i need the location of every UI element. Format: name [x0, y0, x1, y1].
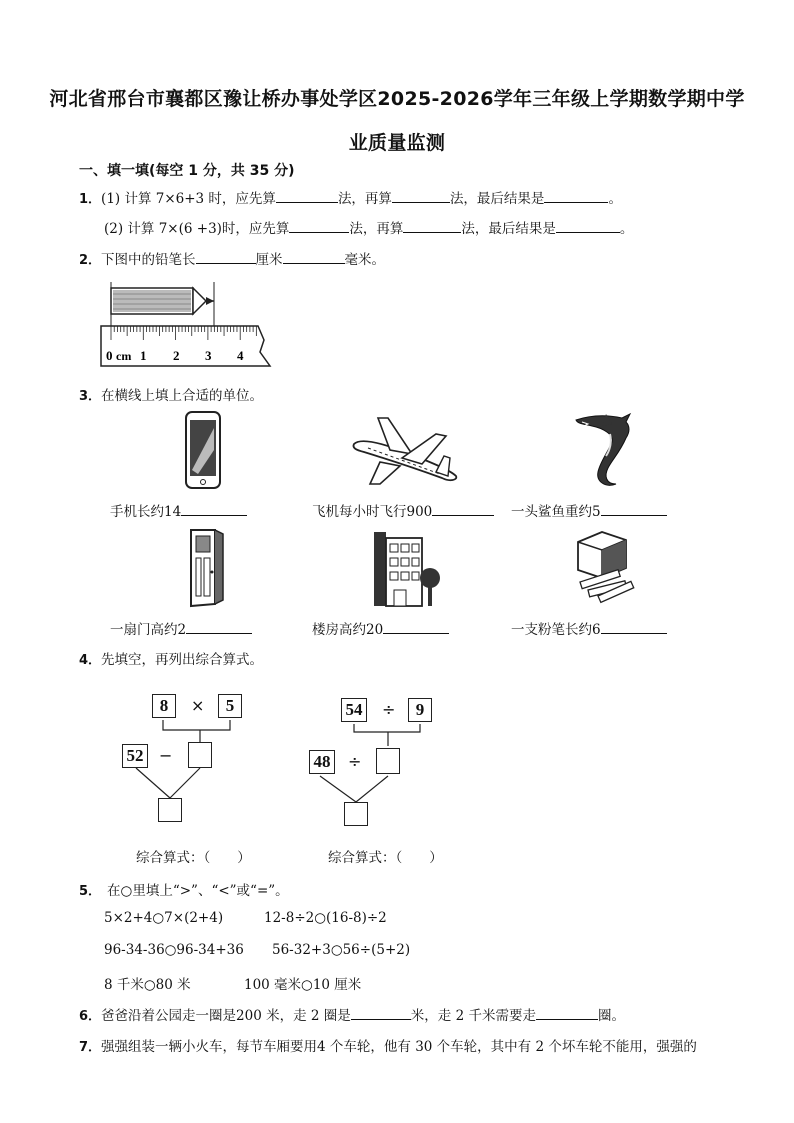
list-item: 一扇门高约2: [110, 618, 252, 638]
question-5: 5． 在○里填上“>”、“<”或“=”。: [79, 883, 289, 899]
answer-blank[interactable]: [383, 619, 449, 634]
list-item: 一支粉笔长约6: [511, 618, 667, 638]
question-1-part-2: (2) 计算 7×(6 +3)时，应先算 法，再算 法，最后结果是 。: [104, 217, 633, 237]
compare-item[interactable]: 96-34-36○96-34+36: [104, 942, 244, 958]
list-item: 一头鲨鱼重约5: [511, 500, 667, 520]
question-number: 2．: [79, 253, 102, 268]
operator: ÷: [348, 752, 362, 771]
phone-icon: [184, 410, 224, 490]
question-number: 6．: [79, 1009, 102, 1024]
question-2: 2．下图中的铅笔长 厘米 毫米。: [79, 248, 385, 268]
answer-box[interactable]: [344, 802, 368, 826]
question-7: 7．强强组装一辆小火车，每节车厢要用4 个车轮，他有 30 个车轮，其中有 2 个坏车轮不能用，强强的: [79, 1039, 697, 1055]
question-number: 7．: [79, 1040, 102, 1055]
question-3: 3．在横线上填上合适的单位。: [79, 388, 264, 404]
compare-item[interactable]: 8 千米○80 米: [104, 977, 191, 993]
page-title: 河北省邢台市襄都区豫让桥办事处学区2025-2026学年三年级上学期数学期中学: [49, 88, 745, 110]
ruler-tick-label: 3: [205, 348, 212, 363]
answer-box[interactable]: [158, 798, 182, 822]
operator: ×: [191, 696, 205, 715]
answer-blank[interactable]: [392, 188, 450, 203]
list-item: 飞机每小时飞行900: [312, 500, 494, 520]
ruler-zero-label: 0: [106, 348, 113, 363]
building-icon: [370, 528, 442, 608]
answer-blank[interactable]: [276, 188, 338, 203]
list-item: 楼房高约20: [312, 618, 449, 638]
formula-label: 综合算式：（ ）: [328, 850, 443, 866]
number-box: 8: [152, 694, 176, 718]
question-number: 3．: [79, 389, 102, 404]
list-item: 手机长约14: [110, 500, 247, 520]
question-6: 6．爸爸沿着公园走一圈是200 米，走 2 圈是 米，走 2 千米需要走 圈。: [79, 1004, 625, 1024]
answer-box[interactable]: [188, 742, 212, 768]
answer-blank[interactable]: [351, 1005, 411, 1020]
answer-blank[interactable]: [544, 188, 608, 203]
answer-blank[interactable]: [601, 619, 667, 634]
ruler-tick-label: 4: [237, 348, 244, 363]
compare-item[interactable]: 100 毫米○10 厘米: [244, 977, 362, 993]
page-title-continued: 业质量监测: [348, 132, 446, 154]
answer-blank[interactable]: [432, 501, 494, 516]
answer-blank[interactable]: [601, 501, 667, 516]
airplane-icon: [350, 414, 462, 490]
answer-blank[interactable]: [403, 218, 461, 233]
pencil-ruler-figure: [98, 280, 278, 370]
answer-blank[interactable]: [283, 249, 345, 264]
answer-blank[interactable]: [181, 501, 247, 516]
number-box: 54: [341, 698, 367, 722]
operator: −: [159, 746, 173, 765]
compare-item[interactable]: 12-8÷2○(16-8)÷2: [264, 910, 387, 926]
answer-blank[interactable]: [186, 619, 252, 634]
answer-blank[interactable]: [196, 249, 256, 264]
compare-item[interactable]: 56-32+3○56÷(5+2): [272, 942, 411, 958]
section-heading: 一、填一填(每空 1 分，共 35 分): [79, 163, 295, 179]
question-number: 1．: [79, 192, 102, 207]
compare-item[interactable]: 5×2+4○7×(2+4): [104, 910, 224, 926]
formula-label: 综合算式：（ ）: [136, 850, 251, 866]
operator: ÷: [382, 700, 396, 719]
pencil-icon: [111, 288, 214, 314]
answer-blank[interactable]: [289, 218, 349, 233]
door-icon: [187, 528, 225, 608]
question-number: 4．: [79, 653, 102, 668]
number-box: 5: [218, 694, 242, 718]
shark-icon: [572, 412, 634, 488]
ruler-tick-label: 1: [140, 348, 147, 363]
number-box: 48: [309, 750, 335, 774]
question-1-part-1: 1．(1) 计算 7×6+3 时，应先算 法，再算 法，最后结果是 。: [79, 187, 622, 207]
answer-blank[interactable]: [556, 218, 620, 233]
question-number: 5．: [79, 884, 102, 899]
ruler-unit-label: cm: [116, 349, 132, 363]
number-box: 52: [122, 744, 148, 768]
number-box: 9: [408, 698, 432, 722]
ruler: [101, 326, 270, 366]
chalk-icon: [572, 528, 638, 608]
question-4: 4．先填空，再列出综合算式。: [79, 652, 264, 668]
answer-blank[interactable]: [536, 1005, 598, 1020]
answer-box[interactable]: [376, 748, 400, 774]
ruler-tick-label: 2: [173, 348, 180, 363]
